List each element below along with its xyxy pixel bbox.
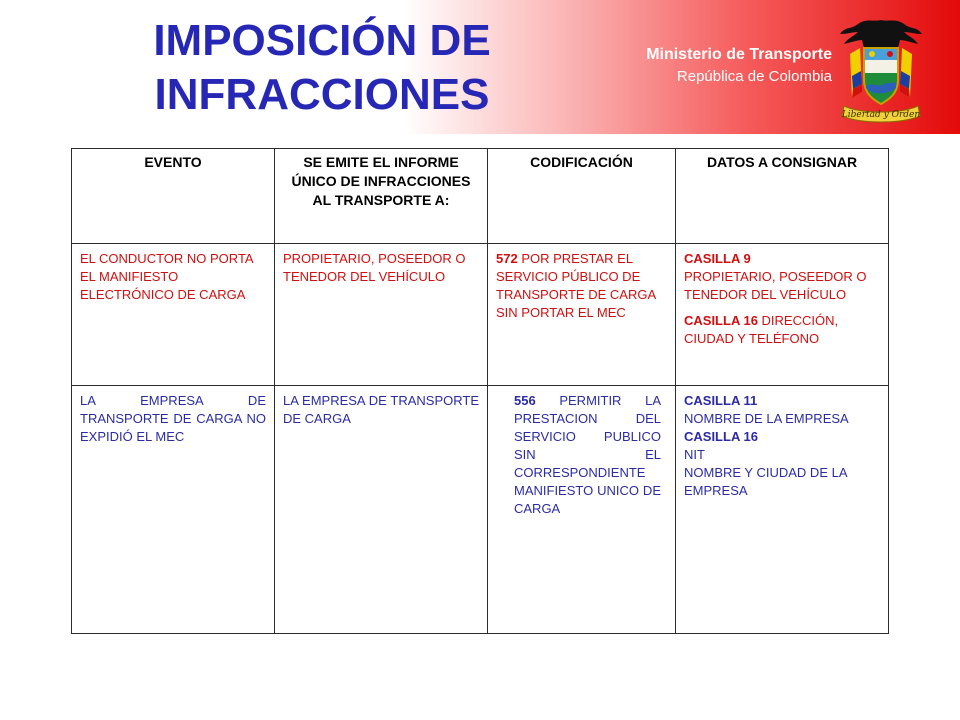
- cell-evento: [72, 386, 275, 634]
- ministry-name: Ministerio de Transporte: [646, 46, 832, 63]
- header-evento: EVENTO: [72, 149, 275, 244]
- table-header-row: [72, 149, 889, 244]
- header-se-emite: SE EMITE EL INFORME ÚNICO DE INFRACCIONES AL TRANSPORTE A:: [275, 149, 488, 244]
- evento-text: EL CONDUCTOR NO PORTA EL MANIFIESTO ELECTRÓNICO DE CARGA: [80, 251, 253, 302]
- code-text: PERMITIR LA PRESTACION DEL SERVICIO PUBLICO SIN EL CORRESPONDIENTE MANIFIESTO UNICO DE CARGA: [514, 393, 661, 516]
- title-line-1: IMPOSICIÓN DE: [153, 16, 491, 65]
- cell-datos: [676, 244, 889, 386]
- colombia-coat-of-arms-icon: [836, 14, 926, 124]
- motto-text: Libertad y Orden: [841, 110, 921, 120]
- page-title: [132, 14, 512, 122]
- casilla-label: CASILLA 9: [684, 251, 751, 266]
- casilla-label: CASILLA 16: [684, 429, 758, 444]
- emite-text: PROPIETARIO, POSEEDOR O TENEDOR DEL VEHÍCULO: [283, 251, 466, 284]
- casilla-text: NIT: [684, 447, 705, 462]
- cell-evento: [72, 244, 275, 386]
- header-codificacion: CODIFICACIÓN: [488, 149, 676, 244]
- ministry-block: [646, 44, 832, 88]
- evento-text: LA EMPRESA DE TRANSPORTE DE CARGA NO EXPIDIÓ EL MEC: [80, 393, 266, 444]
- casilla-label: CASILLA 11: [684, 393, 758, 408]
- casilla-label: CASILLA 16: [684, 313, 758, 328]
- casilla-text: PROPIETARIO, POSEEDOR O TENEDOR DEL VEHÍCULO: [684, 269, 867, 302]
- infractions-table: [71, 148, 889, 634]
- casilla-text: NOMBRE Y CIUDAD DE LA EMPRESA: [684, 465, 847, 498]
- emite-text: LA EMPRESA DE TRANSPORTE DE CARGA: [283, 393, 479, 426]
- header-datos: DATOS A CONSIGNAR: [676, 149, 889, 244]
- cell-codificacion: [488, 244, 676, 386]
- cell-datos: [676, 386, 889, 634]
- code-number: 556: [514, 393, 536, 408]
- casilla-text: NOMBRE DE LA EMPRESA: [684, 411, 849, 426]
- table-row: [72, 386, 889, 634]
- country-name: República de Colombia: [676, 68, 832, 85]
- cell-emite: [275, 386, 488, 634]
- title-line-2: INFRACCIONES: [154, 70, 490, 119]
- casilla-text: DIRECCIÓN, CIUDAD Y TELÉFONO: [684, 313, 839, 346]
- table-row: [72, 244, 889, 386]
- code-number: 572: [496, 251, 518, 266]
- cell-codificacion: [488, 386, 676, 634]
- cell-emite: [275, 244, 488, 386]
- code-text: POR PRESTAR EL SERVICIO PÚBLICO DE TRANSPORTE DE CARGA SIN PORTAR EL MEC: [496, 251, 656, 320]
